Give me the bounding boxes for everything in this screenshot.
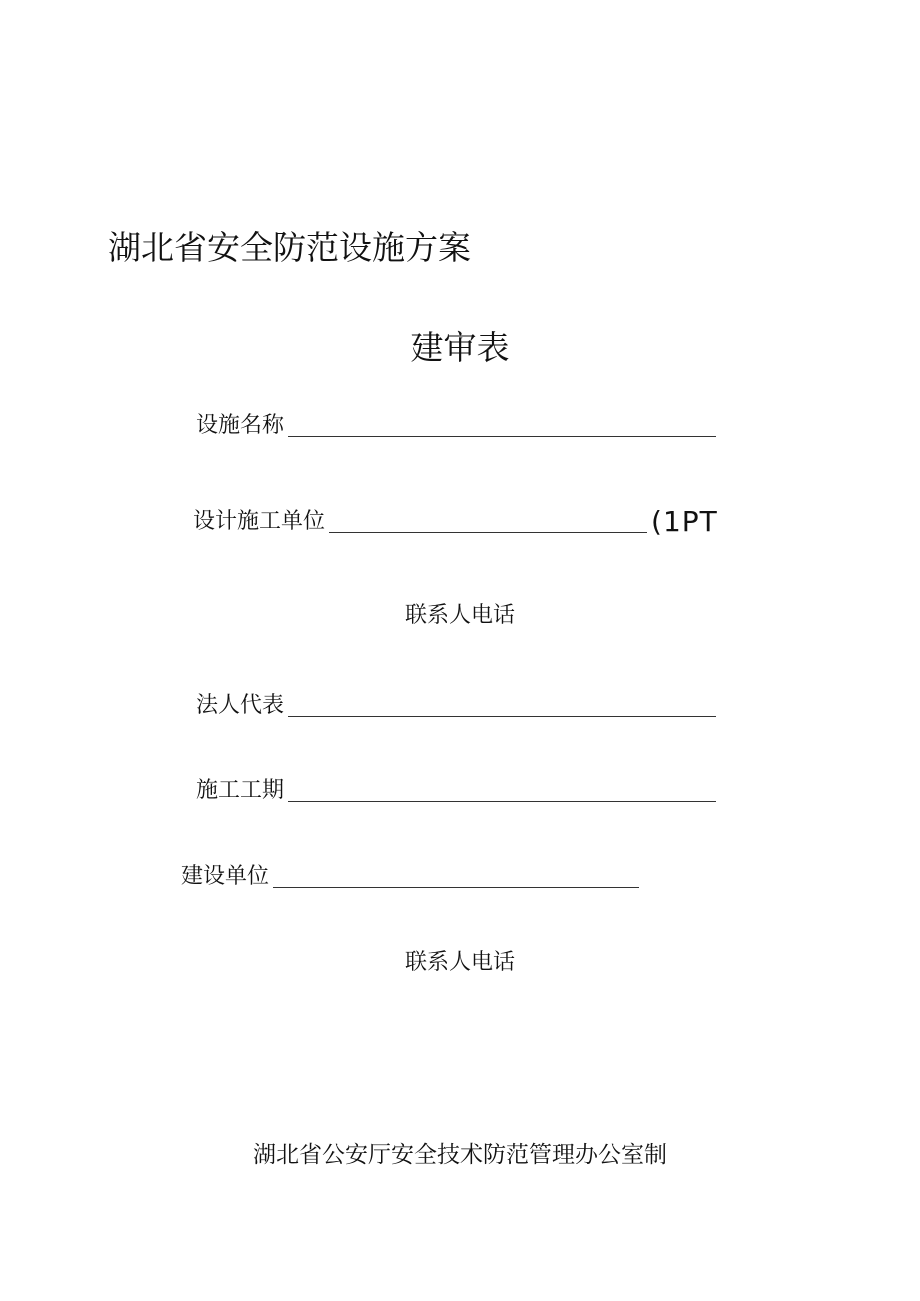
facility-name-label: 设施名称: [196, 413, 285, 438]
builder-unit-label: 建设单位: [181, 864, 270, 889]
design-unit-input-line[interactable]: [329, 510, 647, 533]
legal-rep-label: 法人代表: [196, 693, 285, 718]
facility-name-input-line[interactable]: [288, 414, 716, 437]
legal-rep-input-line[interactable]: [288, 694, 716, 717]
builder-unit-input-line[interactable]: [273, 865, 639, 888]
builder-unit-row: [181, 864, 639, 890]
facility-name-row: [196, 413, 716, 439]
construction-period-row: [196, 778, 716, 804]
document-title: 湖北省安全防范设施方案: [108, 228, 471, 267]
contact-phone-label-2: 联系人电话: [404, 950, 515, 975]
design-unit-label: 设计施工单位: [193, 509, 326, 534]
document-subtitle: 建审表: [410, 328, 510, 367]
contact-phone-label-1: 联系人电话: [404, 603, 515, 628]
construction-period-input-line[interactable]: [288, 779, 716, 802]
issuer-footer: 湖北省公安厅安全技术防范管理办公室制: [253, 1142, 667, 1168]
design-unit-suffix: (1PT: [651, 505, 718, 538]
design-unit-row: [193, 505, 718, 538]
construction-period-label: 施工工期: [196, 778, 285, 803]
legal-rep-row: [196, 693, 716, 719]
